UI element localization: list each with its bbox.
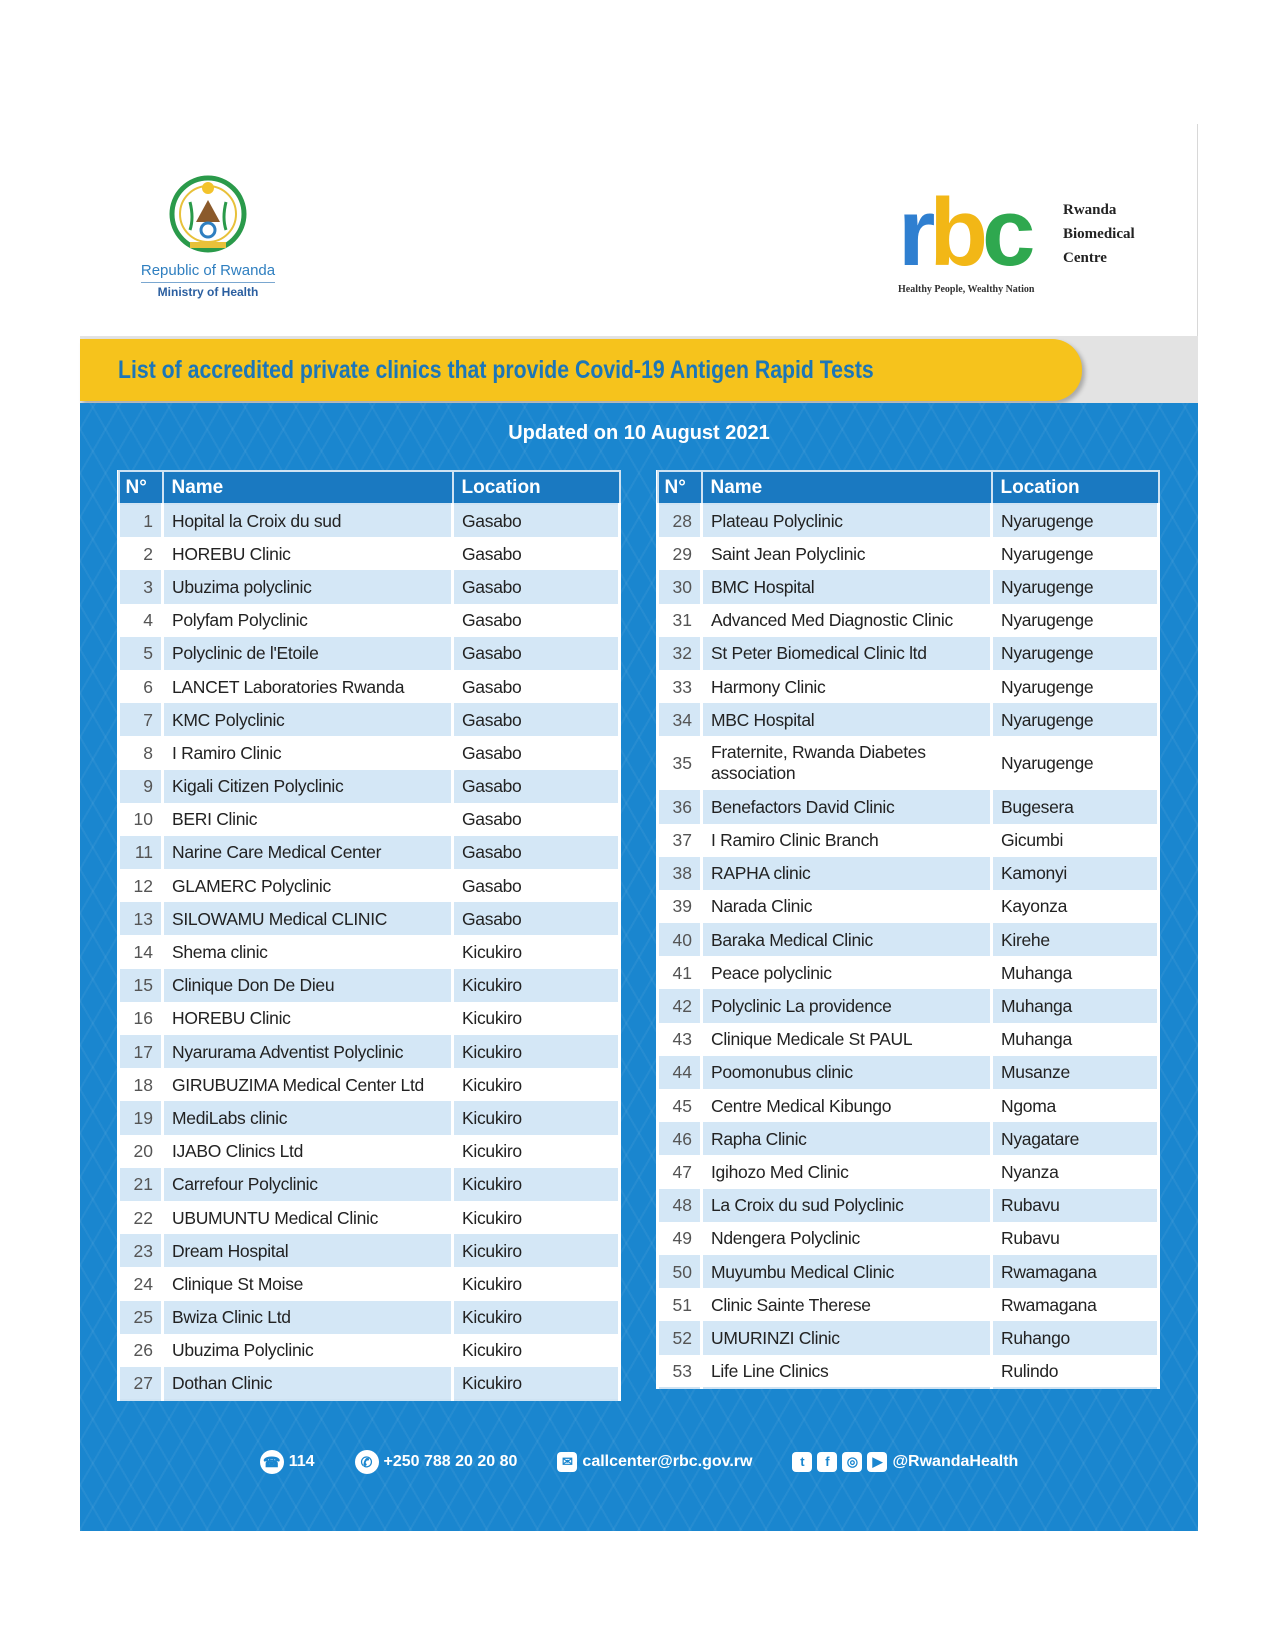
email xyxy=(557,1450,752,1474)
clinic-location: Gasabo xyxy=(453,504,620,537)
clinic-location: Nyarugenge xyxy=(992,637,1159,670)
contact-footer xyxy=(80,1450,1198,1474)
youtube-icon: ▶ xyxy=(867,1452,887,1472)
table-row xyxy=(658,923,1159,956)
clinic-location: Gasabo xyxy=(453,703,620,736)
clinic-number: 12 xyxy=(119,869,163,902)
rbc-name-line: Biomedical xyxy=(1063,226,1135,242)
clinic-number: 21 xyxy=(119,1168,163,1201)
clinic-location: Kamonyi xyxy=(992,857,1159,890)
clinic-location: Kicukiro xyxy=(453,1035,620,1068)
clinic-location: Gasabo xyxy=(453,570,620,603)
clinic-number: 30 xyxy=(658,570,702,603)
clinic-number: 26 xyxy=(119,1334,163,1367)
clinic-name: Poomonubus clinic xyxy=(702,1056,992,1089)
column-header-location: Location xyxy=(453,471,620,504)
clinic-number: 11 xyxy=(119,836,163,869)
clinic-name: Baraka Medical Clinic xyxy=(702,923,992,956)
clinic-location: Muhanga xyxy=(992,989,1159,1022)
clinic-name: I Ramiro Clinic Branch xyxy=(702,824,992,857)
rwanda-emblem-logo xyxy=(128,172,288,300)
clinic-number: 41 xyxy=(658,956,702,989)
clinic-table-right xyxy=(656,470,1160,1389)
table-row xyxy=(119,836,620,869)
clinic-name: LANCET Laboratories Rwanda xyxy=(163,670,453,703)
clinic-location: Kicukiro xyxy=(453,1201,620,1234)
clinic-name: Bwiza Clinic Ltd xyxy=(163,1301,453,1334)
clinic-location: Nyarugenge xyxy=(992,736,1159,790)
table-row xyxy=(119,1002,620,1035)
clinic-name: Ubuzima polyclinic xyxy=(163,570,453,603)
clinic-number: 23 xyxy=(119,1234,163,1267)
table-row xyxy=(119,969,620,1002)
table-row xyxy=(658,703,1159,736)
clinic-location: Gasabo xyxy=(453,770,620,803)
table-row xyxy=(658,637,1159,670)
rbc-name-line: Rwanda xyxy=(1063,202,1117,218)
clinic-name: BMC Hospital xyxy=(702,570,992,603)
title-banner xyxy=(80,339,1082,401)
table-row xyxy=(119,1135,620,1168)
clinic-name: La Croix du sud Polyclinic xyxy=(702,1189,992,1222)
clinic-list-panel xyxy=(80,403,1198,1531)
table-header-row xyxy=(119,471,620,504)
clinic-name: Narada Clinic xyxy=(702,890,992,923)
table-row xyxy=(119,703,620,736)
updated-date: Updated on 10 August 2021 xyxy=(508,422,770,444)
clinic-number: 45 xyxy=(658,1089,702,1122)
table-row xyxy=(658,1189,1159,1222)
table-row xyxy=(658,1355,1159,1388)
clinic-number: 36 xyxy=(658,790,702,823)
clinic-name: Life Line Clinics xyxy=(702,1355,992,1388)
phone-icon: ☎ xyxy=(260,1450,284,1474)
whatsapp xyxy=(355,1450,518,1474)
clinic-name: Plateau Polyclinic xyxy=(702,504,992,537)
clinic-number: 2 xyxy=(119,537,163,570)
table-row xyxy=(658,670,1159,703)
clinic-number: 17 xyxy=(119,1035,163,1068)
clinic-number: 14 xyxy=(119,935,163,968)
clinic-name: Narine Care Medical Center xyxy=(163,836,453,869)
clinic-location: Ruhango xyxy=(992,1321,1159,1354)
clinic-name: Shema clinic xyxy=(163,935,453,968)
clinic-location: Nyarugenge xyxy=(992,570,1159,603)
clinic-number: 6 xyxy=(119,670,163,703)
clinic-name: SILOWAMU Medical CLINIC xyxy=(163,902,453,935)
clinic-location: Kicukiro xyxy=(453,1068,620,1101)
table-row xyxy=(658,857,1159,890)
social-handle: @RwandaHealth xyxy=(892,1453,1019,1470)
clinic-name: Rapha Clinic xyxy=(702,1122,992,1155)
clinic-name: UBUMUNTU Medical Clinic xyxy=(163,1201,453,1234)
clinic-number: 50 xyxy=(658,1255,702,1288)
clinic-location: Kicukiro xyxy=(453,1267,620,1300)
clinic-number: 42 xyxy=(658,989,702,1022)
table-row xyxy=(119,1234,620,1267)
clinic-location: Nyarugenge xyxy=(992,537,1159,570)
clinic-number: 28 xyxy=(658,504,702,537)
table-row xyxy=(119,803,620,836)
table-header-row xyxy=(658,471,1159,504)
clinic-location: Gasabo xyxy=(453,736,620,769)
clinic-number: 19 xyxy=(119,1101,163,1134)
clinic-location: Kayonza xyxy=(992,890,1159,923)
clinic-number: 33 xyxy=(658,670,702,703)
column-header-name: Name xyxy=(163,471,453,504)
clinic-name: Muyumbu Medical Clinic xyxy=(702,1255,992,1288)
clinic-name: UMURINZI Clinic xyxy=(702,1321,992,1354)
clinic-number: 44 xyxy=(658,1056,702,1089)
table-row xyxy=(658,1222,1159,1255)
clinic-name: IJABO Clinics Ltd xyxy=(163,1135,453,1168)
clinic-name: Nyarurama Adventist Polyclinic xyxy=(163,1035,453,1068)
table-row xyxy=(658,537,1159,570)
clinic-number: 32 xyxy=(658,637,702,670)
clinic-location: Gasabo xyxy=(453,869,620,902)
table-row xyxy=(658,1122,1159,1155)
clinic-name: Polyfam Polyclinic xyxy=(163,604,453,637)
clinic-location: Nyagatare xyxy=(992,1122,1159,1155)
clinic-name: Fraternite, Rwanda Diabetes association xyxy=(702,736,992,790)
table-row xyxy=(119,637,620,670)
clinic-location: Rubavu xyxy=(992,1222,1159,1255)
clinic-location: Kicukiro xyxy=(453,935,620,968)
clinic-number: 9 xyxy=(119,770,163,803)
table-row xyxy=(658,1023,1159,1056)
table-row xyxy=(119,1168,620,1201)
table-row xyxy=(658,1288,1159,1321)
clinic-name: Dothan Clinic xyxy=(163,1367,453,1400)
clinic-number: 43 xyxy=(658,1023,702,1056)
republic-label: Republic of Rwanda xyxy=(141,262,275,283)
clinic-name: KMC Polyclinic xyxy=(163,703,453,736)
table-row xyxy=(119,1334,620,1367)
clinic-number: 24 xyxy=(119,1267,163,1300)
clinic-name: HOREBU Clinic xyxy=(163,537,453,570)
rbc-name-line: Centre xyxy=(1063,250,1107,266)
clinic-number: 7 xyxy=(119,703,163,736)
clinic-name: MediLabs clinic xyxy=(163,1101,453,1134)
table-row xyxy=(119,537,620,570)
table-row xyxy=(658,1255,1159,1288)
table-row xyxy=(119,1367,620,1400)
clinic-location: Kicukiro xyxy=(453,1301,620,1334)
clinic-name: Kigali Citizen Polyclinic xyxy=(163,770,453,803)
clinic-number: 52 xyxy=(658,1321,702,1354)
clinic-location: Rubavu xyxy=(992,1189,1159,1222)
clinic-name: BERI Clinic xyxy=(163,803,453,836)
clinic-number: 29 xyxy=(658,537,702,570)
table-row xyxy=(119,1101,620,1134)
clinic-number: 4 xyxy=(119,604,163,637)
clinic-location: Kicukiro xyxy=(453,1367,620,1400)
clinic-location: Kirehe xyxy=(992,923,1159,956)
ministry-label: Ministry of Health xyxy=(157,285,259,299)
clinic-name: HOREBU Clinic xyxy=(163,1002,453,1035)
table-row xyxy=(658,1056,1159,1089)
clinic-number: 49 xyxy=(658,1222,702,1255)
twitter-icon: t xyxy=(792,1452,812,1472)
table-row xyxy=(119,1068,620,1101)
clinic-location: Nyarugenge xyxy=(992,703,1159,736)
clinic-number: 16 xyxy=(119,1002,163,1035)
clinic-name: Saint Jean Polyclinic xyxy=(702,537,992,570)
rbc-logo xyxy=(898,179,1188,300)
table-row xyxy=(119,504,620,537)
clinic-name: Benefactors David Clinic xyxy=(702,790,992,823)
table-row xyxy=(658,736,1159,790)
clinic-location: Kicukiro xyxy=(453,1334,620,1367)
clinic-name: GLAMERC Polyclinic xyxy=(163,869,453,902)
table-row xyxy=(119,1301,620,1334)
clinic-location: Rwamagana xyxy=(992,1255,1159,1288)
hotline xyxy=(260,1450,315,1474)
clinic-table-left xyxy=(117,470,621,1401)
clinic-number: 10 xyxy=(119,803,163,836)
whatsapp-icon: ✆ xyxy=(355,1450,379,1474)
clinic-location: Gasabo xyxy=(453,670,620,703)
table-row xyxy=(119,1201,620,1234)
clinic-number: 39 xyxy=(658,890,702,923)
clinic-name: MBC Hospital xyxy=(702,703,992,736)
clinic-name: Clinique St Moise xyxy=(163,1267,453,1300)
column-header-name: Name xyxy=(702,471,992,504)
clinic-location: Kicukiro xyxy=(453,1002,620,1035)
table-row xyxy=(119,935,620,968)
clinic-location: Ngoma xyxy=(992,1089,1159,1122)
clinic-name: Dream Hospital xyxy=(163,1234,453,1267)
rbc-logo-mark: rbc xyxy=(898,179,1030,286)
table-row xyxy=(119,1267,620,1300)
table-row xyxy=(658,956,1159,989)
clinic-number: 22 xyxy=(119,1201,163,1234)
clinic-number: 18 xyxy=(119,1068,163,1101)
rbc-tagline: Healthy People, Wealthy Nation xyxy=(898,284,1035,295)
clinic-number: 53 xyxy=(658,1355,702,1388)
clinic-number: 20 xyxy=(119,1135,163,1168)
clinic-number: 38 xyxy=(658,857,702,890)
table-row xyxy=(119,570,620,603)
table-row xyxy=(658,504,1159,537)
clinic-location: Gicumbi xyxy=(992,824,1159,857)
clinic-number: 51 xyxy=(658,1288,702,1321)
table-row xyxy=(658,790,1159,823)
clinic-location: Nyarugenge xyxy=(992,504,1159,537)
clinic-location: Nyarugenge xyxy=(992,670,1159,703)
clinic-name: Centre Medical Kibungo xyxy=(702,1089,992,1122)
clinic-name: Polyclinic La providence xyxy=(702,989,992,1022)
table-row xyxy=(119,736,620,769)
table-row xyxy=(119,770,620,803)
clinic-name: Polyclinic de l'Etoile xyxy=(163,637,453,670)
page-edge xyxy=(1197,124,1198,338)
facebook-icon: f xyxy=(817,1452,837,1472)
clinic-number: 40 xyxy=(658,923,702,956)
clinic-location: Kicukiro xyxy=(453,969,620,1002)
clinic-location: Muhanga xyxy=(992,956,1159,989)
table-row xyxy=(658,1155,1159,1188)
coat-of-arms-icon xyxy=(168,172,248,256)
clinic-name: Ubuzima Polyclinic xyxy=(163,1334,453,1367)
table-row xyxy=(658,570,1159,603)
clinic-number: 8 xyxy=(119,736,163,769)
clinic-number: 47 xyxy=(658,1155,702,1188)
clinic-location: Gasabo xyxy=(453,803,620,836)
clinic-location: Kicukiro xyxy=(453,1234,620,1267)
table-row xyxy=(119,869,620,902)
clinic-name: GIRUBUZIMA Medical Center Ltd xyxy=(163,1068,453,1101)
clinic-number: 13 xyxy=(119,902,163,935)
clinic-location: Gasabo xyxy=(453,836,620,869)
table-row xyxy=(658,1321,1159,1354)
clinic-location: Kicukiro xyxy=(453,1135,620,1168)
column-header-no: N° xyxy=(119,471,163,504)
clinic-name: Clinique Medicale St PAUL xyxy=(702,1023,992,1056)
clinic-number: 25 xyxy=(119,1301,163,1334)
clinic-name: I Ramiro Clinic xyxy=(163,736,453,769)
clinic-number: 31 xyxy=(658,604,702,637)
clinic-location: Nyarugenge xyxy=(992,604,1159,637)
clinic-location: Kicukiro xyxy=(453,1168,620,1201)
whatsapp-number: +250 788 20 20 80 xyxy=(383,1453,518,1470)
table-row xyxy=(119,670,620,703)
clinic-location: Muhanga xyxy=(992,1023,1159,1056)
clinic-number: 27 xyxy=(119,1367,163,1400)
clinic-name: St Peter Biomedical Clinic ltd xyxy=(702,637,992,670)
rbc-name xyxy=(1063,198,1135,270)
clinic-location: Nyanza xyxy=(992,1155,1159,1188)
clinic-name: Clinique Don De Dieu xyxy=(163,969,453,1002)
clinic-location: Gasabo xyxy=(453,604,620,637)
table-row xyxy=(658,824,1159,857)
clinic-number: 46 xyxy=(658,1122,702,1155)
clinic-number: 3 xyxy=(119,570,163,603)
clinic-number: 5 xyxy=(119,637,163,670)
clinic-name: RAPHA clinic xyxy=(702,857,992,890)
clinic-location: Gasabo xyxy=(453,902,620,935)
clinic-location: Rulindo xyxy=(992,1355,1159,1388)
column-header-no: N° xyxy=(658,471,702,504)
clinic-number: 34 xyxy=(658,703,702,736)
table-row xyxy=(658,989,1159,1022)
clinic-location: Rwamagana xyxy=(992,1288,1159,1321)
clinic-location: Gasabo xyxy=(453,537,620,570)
instagram-icon: ◎ xyxy=(842,1452,862,1472)
column-header-location: Location xyxy=(992,471,1159,504)
clinic-number: 1 xyxy=(119,504,163,537)
table-row xyxy=(119,902,620,935)
clinic-name: Peace polyclinic xyxy=(702,956,992,989)
clinic-number: 48 xyxy=(658,1189,702,1222)
table-row xyxy=(119,604,620,637)
clinic-name: Hopital la Croix du sud xyxy=(163,504,453,537)
clinic-location: Musanze xyxy=(992,1056,1159,1089)
table-row xyxy=(119,1035,620,1068)
clinic-location: Bugesera xyxy=(992,790,1159,823)
clinic-number: 37 xyxy=(658,824,702,857)
clinic-location: Kicukiro xyxy=(453,1101,620,1134)
page-title: List of accredited private clinics that provide Covid-19 Antigen Rapid Tests xyxy=(118,356,874,384)
clinic-name: Igihozo Med Clinic xyxy=(702,1155,992,1188)
table-row xyxy=(658,1089,1159,1122)
email-address[interactable]: callcenter@rbc.gov.rw xyxy=(582,1453,753,1470)
clinic-number: 35 xyxy=(658,736,702,790)
table-row xyxy=(658,890,1159,923)
clinic-name: Carrefour Polyclinic xyxy=(163,1168,453,1201)
clinic-name: Ndengera Polyclinic xyxy=(702,1222,992,1255)
social-media xyxy=(792,1450,1018,1474)
clinic-location: Gasabo xyxy=(453,637,620,670)
hotline-number: 114 xyxy=(288,1453,315,1470)
email-icon: ✉ xyxy=(557,1452,577,1472)
clinic-name: Advanced Med Diagnostic Clinic xyxy=(702,604,992,637)
clinic-number: 15 xyxy=(119,969,163,1002)
clinic-name: Harmony Clinic xyxy=(702,670,992,703)
clinic-name: Clinic Sainte Therese xyxy=(702,1288,992,1321)
table-row xyxy=(658,604,1159,637)
